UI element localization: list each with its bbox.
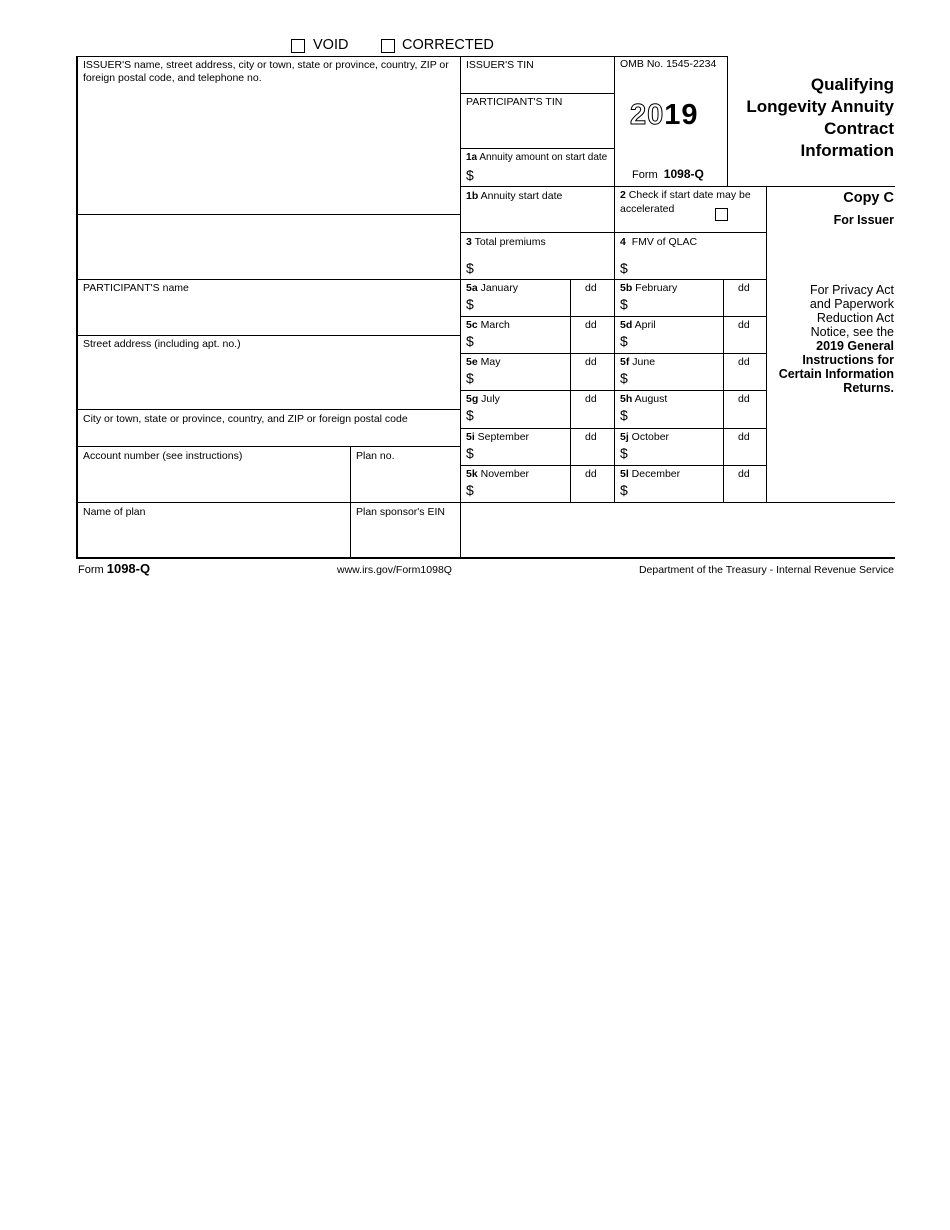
box-5e-may-day-field[interactable] (573, 368, 613, 388)
box-5e-may-amount-field[interactable] (478, 368, 568, 388)
box-5k-november-day-field[interactable] (573, 480, 613, 500)
form-title: Qualifying Longevity Annuity Contract Information (746, 75, 894, 160)
box-5a-label: 5a January (466, 282, 518, 294)
box-5d-april-amount-field[interactable] (632, 331, 722, 351)
tax-year: 2019 (630, 99, 699, 131)
plan-name-field[interactable] (80, 520, 348, 556)
box-5h-label: 5h August (620, 393, 668, 405)
box-5i-label: 5i September (466, 431, 530, 443)
box-5c-dd-label: dd (585, 319, 597, 331)
privacy-notice: For Privacy Act and Paperwork Reduction Act Notice, see the 2019 General Instructions for Certain Information Returns. (778, 283, 894, 395)
box-5d-label: 5d April (620, 319, 656, 331)
box-4-label: 4 FMV of QLAC (620, 236, 698, 248)
rule-5i (460, 465, 767, 466)
box-5c-march-day-field[interactable] (573, 331, 613, 351)
box-5c-dollar: $ (466, 333, 474, 349)
rule-participant-tin (460, 148, 614, 149)
box-5a-dollar: $ (466, 296, 474, 312)
box-5b-february-amount-field[interactable] (632, 294, 722, 314)
box-4-field[interactable] (632, 252, 764, 277)
participant-tin-label: PARTICIPANT'S TIN (466, 96, 563, 108)
issuer-name-label: ISSUER'S name, street address, city or town, state or province, country, ZIP or foreign postal code, and telephone no. (83, 59, 449, 84)
rule-street (76, 409, 461, 410)
box-3-field[interactable] (478, 252, 612, 277)
box-5g-dd-label: dd (585, 393, 597, 405)
plan-no-field[interactable] (352, 464, 458, 500)
box-5b-dd-label: dd (738, 282, 750, 294)
box-5f-june-amount-field[interactable] (632, 368, 722, 388)
rule-5g (460, 428, 767, 429)
plan-sponsor-ein-field[interactable] (352, 520, 458, 556)
box-5f-june-day-field[interactable] (726, 368, 766, 388)
rule-5a (460, 316, 767, 317)
rule-box1a (460, 186, 895, 187)
box-5k-november-amount-field[interactable] (478, 480, 568, 500)
void-checkbox[interactable] (291, 39, 305, 53)
box-5l-label: 5l December (620, 468, 681, 480)
box-5l-dollar: $ (620, 482, 628, 498)
box-5j-label: 5j October (620, 431, 670, 443)
box-5b-label: 5b February (620, 282, 678, 294)
box-1a-field[interactable] (478, 164, 612, 184)
corrected-checkbox[interactable] (381, 39, 395, 53)
box-5h-dd-label: dd (738, 393, 750, 405)
copy-name: Copy C (843, 190, 894, 206)
box-5b-dollar: $ (620, 296, 628, 312)
box-5i-dollar: $ (466, 445, 474, 461)
box-1b-field[interactable] (462, 205, 612, 230)
plan-name-label: Name of plan (83, 506, 146, 518)
box-5j-october-amount-field[interactable] (632, 443, 722, 463)
plan-sponsor-ein-label: Plan sponsor's EIN (356, 506, 445, 518)
plan-no-label: Plan no. (356, 450, 395, 462)
box-5f-dd-label: dd (738, 356, 750, 368)
box-5h-august-amount-field[interactable] (632, 405, 722, 425)
issuer-tin-label: ISSUER'S TIN (466, 59, 534, 71)
box-5k-label: 5k November (466, 468, 530, 480)
box-5k-dollar: $ (466, 482, 474, 498)
box-1a-label: 1a Annuity amount on start date (466, 152, 608, 163)
rule-participant-name (76, 335, 461, 336)
participant-name-field[interactable] (80, 296, 458, 333)
box-2-label: 2 Check if start date may be accelerated (620, 189, 751, 215)
issuer-tin-field[interactable] (462, 72, 612, 92)
copy-for: For Issuer (833, 213, 894, 227)
box-5i-september-day-field[interactable] (573, 443, 613, 463)
form-left-border (76, 56, 78, 559)
divider-issuer-boxes (460, 56, 461, 558)
box-3-label: 3 Total premiums (466, 236, 546, 248)
box-5l-december-amount-field[interactable] (632, 480, 722, 500)
city-field[interactable] (80, 427, 458, 444)
form-top-border (76, 56, 728, 57)
box-5j-october-day-field[interactable] (726, 443, 766, 463)
participant-name-label: PARTICIPANT'S name (83, 282, 189, 294)
box-5h-dollar: $ (620, 407, 628, 423)
box-5d-dollar: $ (620, 333, 628, 349)
rule-5e (460, 390, 767, 391)
omb-form-name: Form 1098-Q (632, 167, 704, 181)
box-5e-dd-label: dd (585, 356, 597, 368)
box-5c-label: 5c March (466, 319, 510, 331)
box-5a-january-day-field[interactable] (573, 294, 613, 314)
box-5f-dollar: $ (620, 370, 628, 386)
box-5d-dd-label: dd (738, 319, 750, 331)
box-2-checkbox[interactable] (715, 208, 728, 221)
rule-issuer-name (76, 214, 461, 215)
void-label: VOID (313, 37, 349, 53)
rule-box1b (460, 232, 767, 233)
issuer-address-field[interactable] (80, 217, 458, 277)
box-1b-label: 1b Annuity start date (466, 190, 563, 202)
account-number-label: Account number (see instructions) (83, 450, 243, 462)
rule-issuer-tin (460, 93, 614, 94)
street-address-field[interactable] (80, 352, 458, 407)
street-address-label: Street address (including apt. no.) (83, 338, 241, 350)
box-5h-august-day-field[interactable] (726, 405, 766, 425)
rule-plan (76, 502, 895, 503)
box-5i-dd-label: dd (585, 431, 597, 443)
box-5a-january-amount-field[interactable] (478, 294, 568, 314)
box-5d-april-day-field[interactable] (726, 331, 766, 351)
rule-box3 (76, 279, 767, 280)
footer-form-name: Form 1098-Q (78, 561, 151, 576)
divider-boxes-right (766, 186, 767, 502)
box-5g-label: 5g July (466, 393, 500, 405)
box-1a-dollar: $ (466, 167, 474, 183)
box-5l-december-day-field[interactable] (726, 480, 766, 500)
box-5e-label: 5e May (466, 356, 501, 368)
omb-number: OMB No. 1545-2234 (620, 58, 717, 70)
form-bottom-border (76, 557, 895, 559)
footer-url: www.irs.gov/Form1098Q (337, 564, 452, 576)
box-5e-dollar: $ (466, 370, 474, 386)
corrected-label: CORRECTED (402, 37, 494, 53)
city-label: City or town, state or province, country, and ZIP or foreign postal code (83, 413, 408, 425)
rule-5c (460, 353, 767, 354)
divider-omb-right (727, 56, 728, 186)
box-4-dollar: $ (620, 260, 628, 276)
box-5j-dd-label: dd (738, 431, 750, 443)
box-5a-dd-label: dd (585, 282, 597, 294)
box-5k-dd-label: dd (585, 468, 597, 480)
box-5i-september-amount-field[interactable] (478, 443, 568, 463)
box-5l-dd-label: dd (738, 468, 750, 480)
issuer-name-field[interactable] (80, 90, 458, 212)
box-5j-dollar: $ (620, 445, 628, 461)
account-number-field[interactable] (80, 464, 348, 500)
box-5f-label: 5f June (620, 356, 656, 368)
box-3-dollar: $ (466, 260, 474, 276)
box-5c-march-amount-field[interactable] (478, 331, 568, 351)
rule-city (76, 446, 461, 447)
box-5g-july-amount-field[interactable] (478, 405, 568, 425)
footer-department: Department of the Treasury - Internal Revenue Service (638, 564, 894, 576)
participant-tin-field[interactable] (462, 110, 612, 146)
box-5b-february-day-field[interactable] (726, 294, 766, 314)
box-5g-july-day-field[interactable] (573, 405, 613, 425)
box-5g-dollar: $ (466, 407, 474, 423)
